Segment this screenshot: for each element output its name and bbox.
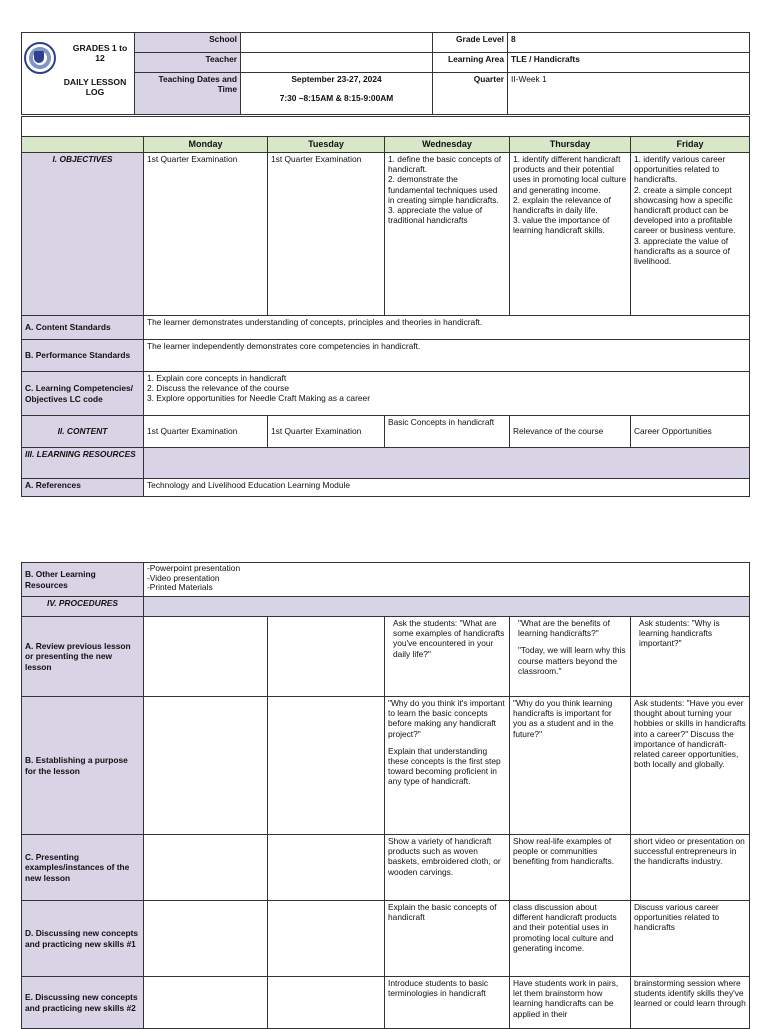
discuss1-wednesday: Explain the basic concepts of handicraft (385, 901, 510, 977)
grades-title: GRADES 1 to 12 (72, 43, 128, 64)
review-thursday-1: "What are the benefits of learning handicrafts?" (518, 618, 610, 639)
day-header-monday: Monday (144, 137, 268, 153)
content-standards-value: The learner demonstrates understanding of concepts, principles and theories in handicraft. (144, 316, 750, 340)
teacher-label: Teacher (135, 53, 241, 73)
logo-cell (22, 33, 135, 115)
objectives-tuesday: 1st Quarter Examination (268, 153, 385, 316)
time-value: 7:30 –8:15AM & 8:15-9:00AM (279, 93, 394, 104)
learning-resources-label: III. LEARNING RESOURCES (22, 448, 144, 479)
learning-resources-band (144, 448, 750, 479)
discuss1-friday: Discuss various career opportunities related to handicrafts (631, 901, 750, 977)
examples-monday (144, 835, 268, 901)
dates-cell (241, 73, 433, 115)
competencies-label: C. Learning Competencies/ Objectives LC code (22, 372, 144, 416)
header-table (21, 32, 750, 115)
discuss2-thursday: Have students work in pairs, let them brainstorm how learning handicrafts can be applied in their (510, 977, 631, 1029)
day-header-thursday: Thursday (510, 137, 631, 153)
discuss2-tuesday (268, 977, 385, 1029)
references-label: A. References (22, 479, 144, 497)
discuss1-thursday: class discussion about different handicraft products and their potential uses in promoting local culture and generating income. (510, 901, 631, 977)
content-tuesday: 1st Quarter Examination (268, 416, 385, 448)
competencies-value: 1. Explain core concepts in handicraft 2. Discuss the relevance of the course 3. Explore opportunities for Needle Craft Making as a career (144, 372, 750, 416)
content-thursday: Relevance of the course (510, 416, 631, 448)
learning-area-value: TLE / Handicrafts (508, 53, 750, 73)
purpose-tuesday (268, 697, 385, 835)
discuss2-friday: brainstorming session where students identify skills they've learned or could learn through (631, 977, 750, 1029)
learning-area-label: Learning Area (433, 53, 508, 73)
other-resources-value: -Powerpoint presentation -Video presentation -Printed Materials (144, 563, 750, 597)
review-wednesday: Ask the students: "What are some examples of handicrafts you've encountered in your daily life?" (385, 617, 510, 697)
performance-standards-label: B. Performance Standards (22, 340, 144, 372)
performance-standards-value: The learner independently demonstrates core competencies in handicraft. (144, 340, 750, 372)
procedures-band (144, 597, 750, 617)
objectives-wednesday: 1. define the basic concepts of handicraft. 2. demonstrate the fundamental techniques used in creating simple handicrafts. 3. appreciate the value of traditional handicrafts (385, 153, 510, 316)
review-thursday (510, 617, 631, 697)
discuss1-label: D. Discussing new concepts and practicing new skills #1 (22, 901, 144, 977)
purpose-thursday: "Why do you think learning handicrafts is important for you as a student and in the future?" (510, 697, 631, 835)
blank-row (22, 117, 750, 137)
content-monday: 1st Quarter Examination (144, 416, 268, 448)
purpose-wednesday-2: Explain that understanding these concepts is the first step toward becoming proficient in any type of handicraft. (388, 745, 501, 787)
day-header-friday: Friday (631, 137, 750, 153)
lesson-table-1 (21, 116, 750, 497)
grade-level-value: 8 (508, 33, 750, 53)
discuss1-monday (144, 901, 268, 977)
lesson-table-2 (21, 562, 750, 1029)
day-header-wednesday: Wednesday (385, 137, 510, 153)
content-friday: Career Opportunities (631, 416, 750, 448)
dates-value: September 23-27, 2024 (291, 74, 382, 84)
examples-label: C. Presenting examples/instances of the new lesson (22, 835, 144, 901)
objectives-friday: 1. identify various career opportunities related to handicrafts. 2. create a simple concept showcasing how a specific handicraft product can be developed into a profitable career or business venture. 3. appreciate the value of handicrafts as a source of livelihood. (631, 153, 750, 316)
content-label: II. CONTENT (22, 416, 144, 448)
teacher-value (241, 53, 433, 73)
deped-seal-icon (24, 42, 56, 74)
objectives-monday: 1st Quarter Examination (144, 153, 268, 316)
objectives-thursday: 1. identify different handicraft products and their potential uses in promoting local culture and generating income. 2. explain the relevance of handicrafts in daily life. 3. value the importance of learning handicraft skills. (510, 153, 631, 316)
dates-label: Teaching Dates and Time (135, 73, 241, 115)
content-wednesday: Basic Concepts in handicraft (385, 416, 510, 448)
objectives-label: I. OBJECTIVES (22, 153, 144, 316)
discuss2-wednesday: Introduce students to basic terminologies in handicraft (385, 977, 510, 1029)
review-friday: Ask students: "Why is learning handicrafts important?" (631, 617, 750, 697)
purpose-wednesday (385, 697, 510, 835)
content-standards-label: A. Content Standards (22, 316, 144, 340)
review-thursday-2: "Today, we will learn why this course matters beyond the classroom." (518, 645, 626, 676)
examples-thursday: Show real-life examples of people or communities benefiting from handicrafts. (510, 835, 631, 901)
review-tuesday (268, 617, 385, 697)
other-resources-label: B. Other Learning Resources (22, 563, 144, 597)
review-monday (144, 617, 268, 697)
examples-tuesday (268, 835, 385, 901)
discuss2-label: E. Discussing new concepts and practicing new skills #2 (22, 977, 144, 1029)
purpose-label: B. Establishing a purpose for the lesson (22, 697, 144, 835)
quarter-value: II-Week 1 (508, 73, 750, 115)
purpose-friday: Ask students: "Have you ever thought about turning your hobbies or skills in handicrafts into a career?" Discuss the importance of handicraft-related career opportunities, both locally and globally. (631, 697, 750, 835)
examples-friday: short video or presentation on successful entrepreneurs in the handicrafts industry. (631, 835, 750, 901)
dll-title: DAILY LESSON LOG (63, 77, 127, 98)
grade-level-label: Grade Level (433, 33, 508, 53)
discuss1-tuesday (268, 901, 385, 977)
purpose-wednesday-1: "Why do you think it's important to learn the basic concepts before making any handicraft project?" (388, 698, 505, 739)
references-value: Technology and Livelihood Education Learning Module (144, 479, 750, 497)
school-value (241, 33, 433, 53)
quarter-label: Quarter (433, 73, 508, 115)
purpose-monday (144, 697, 268, 835)
procedures-label: IV. PROCEDURES (22, 597, 144, 617)
day-header-blank (22, 137, 144, 153)
day-header-tuesday: Tuesday (268, 137, 385, 153)
discuss2-monday (144, 977, 268, 1029)
examples-wednesday: Show a variety of handicraft products such as woven baskets, embroidered cloth, or wooden carvings. (385, 835, 510, 901)
review-label: A. Review previous lesson or presenting the new lesson (22, 617, 144, 697)
school-label: School (135, 33, 241, 53)
